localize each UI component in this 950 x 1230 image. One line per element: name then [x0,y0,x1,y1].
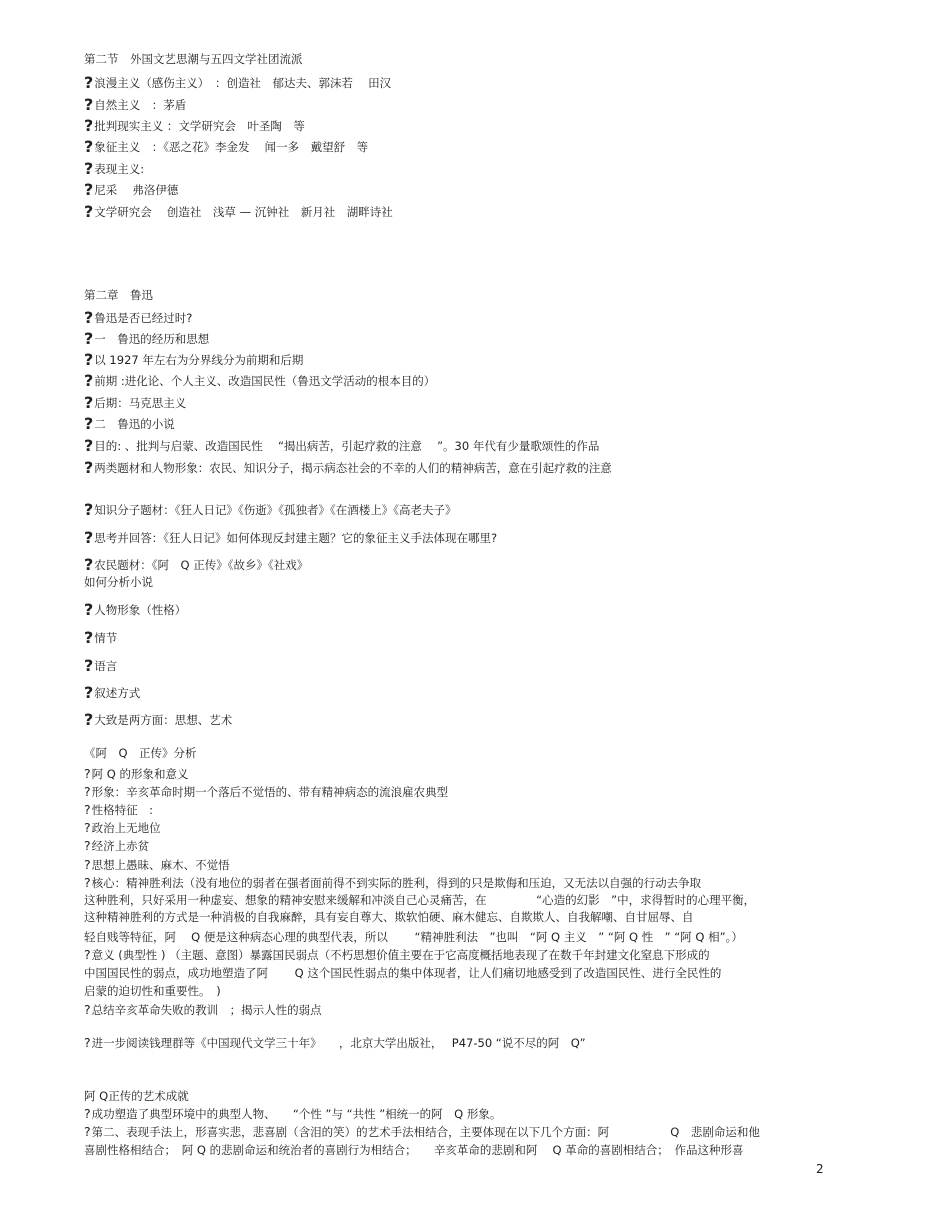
bullet-glyph: ? [84,458,94,477]
text-line [84,1035,586,1051]
line-text: 大致是两方面：思想、艺术 [94,713,233,727]
bullet-glyph: ? [84,820,91,835]
text-line [84,947,710,963]
line-text: 思考并回答：《狂人日记》如何体现反封建主题？它的象征主义手法体现在哪里? [94,531,498,545]
text-line [84,460,612,476]
text-line [84,929,743,945]
bullet-glyph: ? [84,1106,91,1121]
line-text: 第二节 外国文艺思潮与五四文学社团流派 [84,52,303,66]
text-line [84,161,144,177]
line-text: 这种胜利，只好采用一种虚妄、想象的精神安慰来缓解和冲淡自己心灵痛苦，在 “心造的幻影 ”中，求得暂时的心理平衡， [84,893,756,907]
bullet-glyph: ? [84,393,94,412]
text-line [84,139,368,155]
line-text: 批判现实主义 ：文学研究会 叶圣陶 等 [94,119,305,133]
text-line [84,331,209,347]
bullet-glyph: ? [84,159,94,178]
line-text: 核心：精神胜利法（没有地位的弱者在强者面前得不到实际的胜利，得到的只是欺侮和压迫，又无法以自强的行动去争取 [91,876,702,890]
line-text: 语言 [94,659,118,673]
line-text: 意义 (典型性 ) （主题、意图）暴露国民弱点（不朽思想价值主要在于它高度概括地表现了在数千年封建文化窒息下形成的 [91,948,710,962]
text-line [84,983,221,999]
text-line [84,1124,760,1140]
line-text: 象征主义 ：《恶之花》李金发 闻一多 戴望舒 等 [94,140,369,154]
text-line [84,557,308,573]
line-text: 一 鲁迅的经历和思想 [94,332,210,346]
bullet-glyph: ? [84,802,91,817]
text-line [84,204,393,220]
line-text: 表现主义: [94,162,145,176]
bullet-glyph: ? [84,500,94,519]
line-text: 两类题材和人物形象：农民、知识分子，揭示病态社会的不幸的人们的精神病苦，意在引起疗救的注意 [94,461,612,475]
line-text: 喜剧性格相结合； 阿 Q 的悲剧命运和统治者的喜剧行为相结合； 辛亥革命的悲剧和阿 Q 革命的喜剧相结合； 作品这种形喜 [84,1143,744,1157]
line-text: 情节 [94,631,118,645]
bullet-glyph: ? [84,838,91,853]
text-line [84,802,153,818]
bullet-glyph: ? [84,414,94,433]
text-line [84,784,448,800]
line-text: 文学研究会 创造社 浅草 — 沉钟社 新月社 湖畔诗社 [94,205,393,219]
line-text: 人物形象（性格） [94,603,187,617]
line-text: 进一步阅读钱理群等《中国现代文学三十年》 ，北京大学出版社， P47-50 “说不尽的阿 Q” [91,1036,586,1050]
bullet-glyph: ? [84,73,94,92]
text-line [84,909,694,925]
line-text: 政治上无地位 [91,821,161,835]
bullet-glyph: ? [84,683,94,702]
text-line [84,352,303,368]
text-line [84,892,755,908]
text-line [84,438,599,454]
line-text: 二 鲁迅的小说 [94,417,175,431]
line-text: 成功塑造了典型环境中的典型人物、 “个性 ”与 “共性 ”相统一的阿 Q 形象。 [91,1107,502,1121]
bullet-glyph: ? [84,137,94,156]
line-text: 叙述方式 [94,686,141,700]
text-line [84,51,303,67]
bullet-glyph: ? [84,656,94,675]
text-line [84,857,230,873]
text-line [84,1106,501,1122]
text-line [84,75,391,91]
text-line [84,287,153,303]
text-line [84,712,232,728]
bullet-glyph: ? [84,710,94,729]
line-text: 思想上愚昧、麻木、不觉悟 [91,858,230,872]
text-line [84,838,149,854]
text-line [84,416,175,432]
line-text: 这种精神胜利的方式是一种消极的自我麻醉，具有妄自尊大、欺软怕硬、麻木健忘、自欺欺人、自我解嘲、自甘屈辱、自 [84,910,694,924]
line-text: 阿 Q正传的艺术成就 [84,1089,189,1103]
bullet-glyph: ? [84,857,91,872]
bullet-glyph: ? [84,1124,91,1139]
line-text: 经济上赤贫 [91,839,150,853]
line-text: 鲁迅是否已经过时? [94,311,193,325]
bullet-glyph: ? [84,95,94,114]
line-text: 总结辛亥革命失败的教训 ；揭示人性的弱点 [91,1003,322,1017]
line-text: 启蒙的迫切性和重要性。 ) [84,984,221,998]
line-text: 尼采 弗洛伊德 [94,183,179,197]
bullet-glyph: ? [84,784,91,799]
bullet-glyph: ? [84,436,94,455]
line-text: 自然主义 ：茅盾 [94,98,187,112]
text-line [84,630,117,646]
text-line [84,574,153,590]
text-line [84,1088,189,1104]
line-text: 浪漫主义（感伤主义） ：创造社 郁达夫、郭沫若 田汉 [94,76,392,90]
line-text: 目的: 、批判与启蒙、改造国民性 “揭出病苦，引起疗救的注意 ”。30 年代有少量歌颂性的作品 [94,439,600,453]
bullet-glyph: ? [84,329,94,348]
bullet-glyph: ? [84,628,94,647]
text-line [84,820,161,836]
line-text: 第二章 鲁迅 [84,288,153,302]
line-text: 前期 :进化论、个人主义、改造国民性（鲁迅文学活动的根本目的） [94,374,436,388]
line-text: 知识分子题材：《狂人日记》《伤逝》《孤独者》《在酒楼上》《高老夫子》 [94,503,457,517]
line-text: 第二、表现手法上，形喜实悲，悲喜剧（含泪的笑）的艺术手法相结合，主要体现在以下几个方面：阿 Q 悲剧命运和他 [91,1125,760,1139]
bullet-glyph: ? [84,1002,91,1017]
line-text: 性格特征 : [91,803,154,817]
text-line [84,766,189,782]
bullet-glyph: ? [84,875,91,890]
text-line [84,875,701,891]
text-line [84,182,178,198]
text-line [84,745,197,761]
line-text: 阿 Q 的形象和意义 [91,767,189,781]
text-line [84,1142,743,1158]
bullet-glyph: ? [84,766,91,781]
bullet-glyph: ? [84,1035,91,1050]
text-line [84,310,192,326]
text-line [84,502,457,518]
text-line [84,965,721,981]
line-text: 轻自贱等特征，阿 Q 便是这种病态心理的典型代表，所以 “精神胜利法 ”也叫 “阿 Q 主义 ” “阿 Q 性 ” “阿 Q 相”。） [84,930,743,944]
line-text: 《阿 Q 正传》分析 [84,746,197,760]
line-text: 中国国民性的弱点，成功地塑造了阿 Q 这个国民性弱点的集中体现者，让人们痛切地感受到了改造国民性、进行全民性的 [84,966,722,980]
bullet-glyph: ? [84,202,94,221]
bullet-glyph: ? [84,116,94,135]
text-line [84,1002,322,1018]
line-text: 形象：辛亥革命时期一个落后不觉悟的、带有精神病态的流浪雇农典型 [91,785,449,799]
text-line [84,118,305,134]
bullet-glyph: ? [84,947,91,962]
bullet-glyph: ? [84,555,94,574]
text-line [84,602,186,618]
text-line [84,373,435,389]
bullet-glyph: ? [84,371,94,390]
bullet-glyph: ? [84,180,94,199]
text-line [84,658,117,674]
text-line [84,530,497,546]
bullet-glyph: ? [84,528,94,547]
line-text: 以 1927 年左右为分界线分为前期和后期 [94,353,304,367]
line-text: 如何分析小说 [84,575,153,589]
line-text: 农民题材：《阿 Q 正传》《故乡》《社戏》 [94,558,309,572]
text-line [84,395,186,411]
bullet-glyph: ? [84,350,94,369]
bullet-glyph: ? [84,308,94,327]
text-line [84,97,186,113]
text-line [84,685,140,701]
bullet-glyph: ? [84,600,94,619]
line-text: 后期：马克思主义 [94,396,187,410]
page-number: 2 [816,1162,824,1176]
